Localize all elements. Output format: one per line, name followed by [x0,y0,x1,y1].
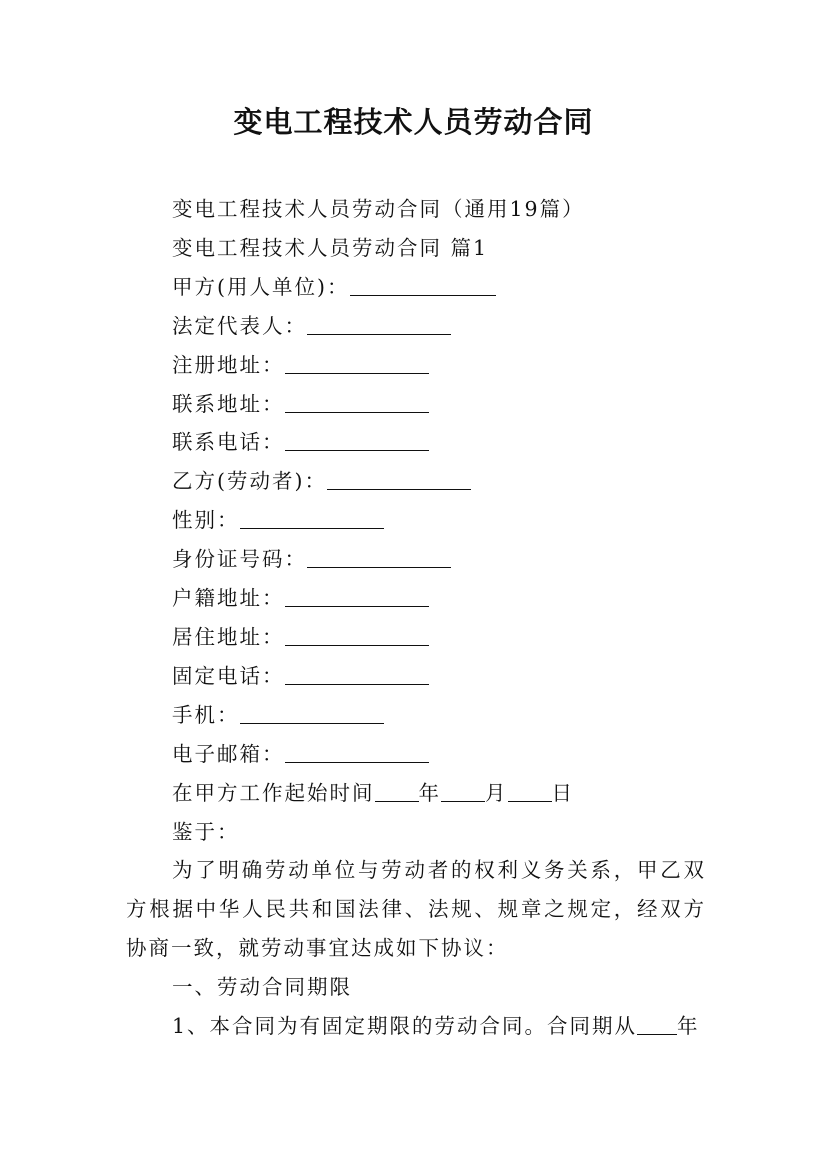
party-b-line [126,462,706,501]
landline-blank [285,683,429,685]
mobile-label: 手机： [172,702,240,727]
residence-address-label: 居住地址： [172,624,285,649]
start-date-label: 在甲方工作起始时间 [172,780,375,805]
contact-phone-line [126,423,706,462]
email-blank [285,761,429,763]
contact-phone-blank [285,449,429,451]
legal-rep-line [126,307,706,346]
landline-line [126,657,706,696]
clause-one-line [126,1007,706,1046]
party-a-blank [350,294,496,296]
residence-address-blank [285,644,429,646]
landline-label: 固定电话： [172,663,285,688]
start-year-label: 年 [418,780,441,805]
start-year-blank [375,800,419,802]
residence-address-line [126,618,706,657]
id-number-blank [307,566,451,568]
purpose-paragraph: 为了明确劳动单位与劳动者的权利义务关系，甲乙双方根据中华人民共和国法律、法规、规章之规定，经双方协商一致，就劳动事宜达成如下协议： [126,858,706,961]
whereas-line: 鉴于： [172,819,240,844]
clause-one-text: 1、本合同为有固定期限的劳动合同。合同期从 [172,1014,638,1039]
start-month-blank [441,800,485,802]
mobile-blank [240,722,384,724]
household-address-blank [285,605,429,607]
contact-phone-label: 联系电话： [172,430,285,455]
clause-one-year-blank [637,1033,677,1035]
document-title: 变电工程技术人员劳动合同 [233,105,594,139]
gender-line [126,501,706,540]
party-b-blank [327,488,471,490]
household-address-line [126,579,706,618]
reg-address-line [126,346,706,385]
party-b-label: 乙方(劳动者)： [172,469,327,494]
email-label: 电子邮箱： [172,741,285,766]
start-month-label: 月 [485,780,508,805]
start-day-label: 日 [551,780,574,805]
reg-address-label: 注册地址： [172,352,285,377]
document-body [126,190,706,1046]
start-date-line [126,774,706,813]
id-number-line [126,540,706,579]
section-header-line: 变电工程技术人员劳动合同 篇1 [172,235,489,260]
legal-rep-label: 法定代表人： [172,313,307,338]
contact-address-line [126,385,706,424]
section-one-heading: 一、劳动合同期限 [172,975,352,1000]
household-address-label: 户籍地址： [172,586,285,611]
legal-rep-blank [307,333,451,335]
contact-address-label: 联系地址： [172,391,285,416]
party-a-line [126,268,706,307]
subtitle-line: 变电工程技术人员劳动合同（通用19篇） [172,197,585,221]
email-line [126,735,706,774]
gender-blank [240,527,384,529]
mobile-line [126,696,706,735]
contact-address-blank [285,411,429,413]
gender-label: 性别： [172,508,240,533]
party-a-label: 甲方(用人单位)： [172,274,350,299]
start-day-blank [508,800,552,802]
reg-address-blank [285,372,429,374]
clause-one-year-label: 年 [677,1014,700,1039]
id-number-label: 身份证号码： [172,547,307,572]
